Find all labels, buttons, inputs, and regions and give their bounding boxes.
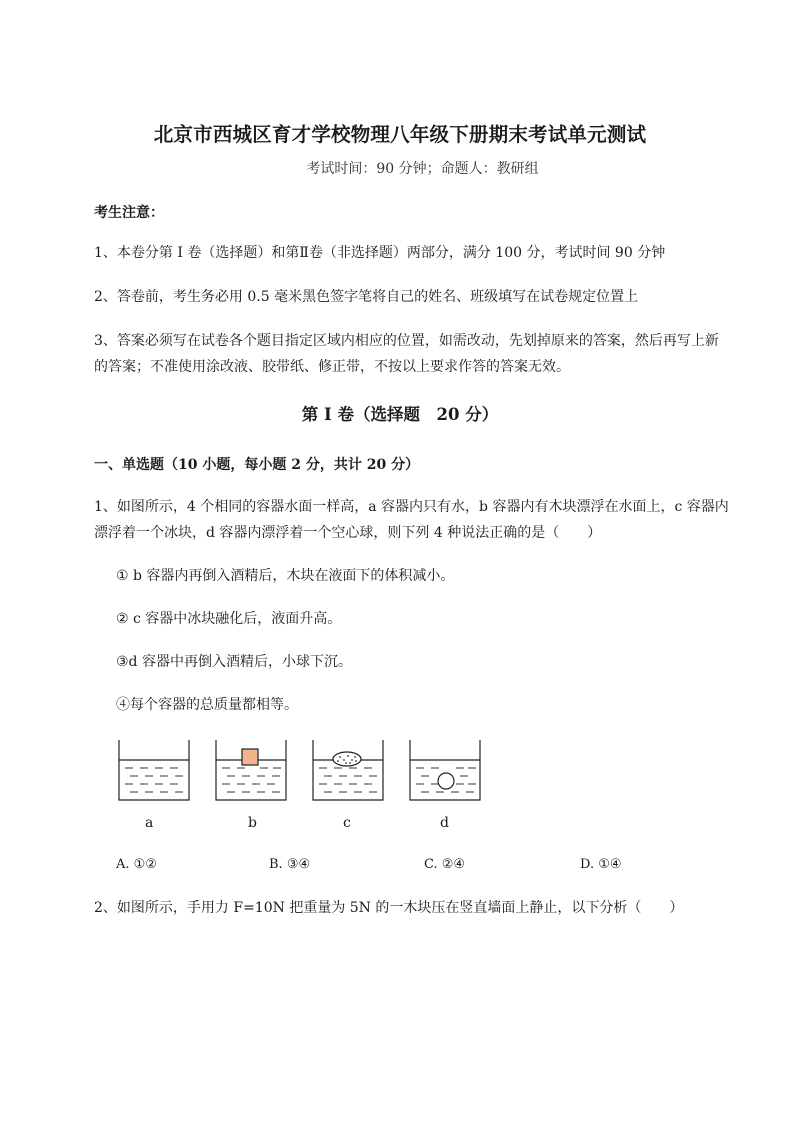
- ice-block: [333, 752, 361, 766]
- figure-label-c: c: [343, 815, 351, 831]
- question-1-stem: 1、如图所示，4 个相同的容器水面一样高，a 容器内只有水，b 容器内有木块漂浮在水面上，c 容器内: [94, 499, 729, 515]
- wood-block: [242, 749, 258, 765]
- statement-1: ① b 容器内再倒入酒精后，木块在液面下的体积减小。: [116, 568, 455, 584]
- page-title: 北京市西城区育才学校物理八年级下册期末考试单元测试: [153, 123, 647, 146]
- option-c: C. ②④: [424, 857, 466, 872]
- hollow-ball: [438, 773, 454, 789]
- container-a: [119, 740, 189, 800]
- notice-heading: 考生注意：: [94, 205, 164, 221]
- container-figure: [110, 736, 490, 836]
- exam-info: 考试时间：90 分钟；命题人：教研组: [306, 161, 539, 177]
- container-d-outline: [410, 740, 480, 800]
- question-1-stem-cont: 漂浮着一个冰块，d 容器内漂浮着一个空心球，则下列 4 种说法正确的是（ ）: [94, 525, 602, 541]
- option-b: B. ③④: [269, 857, 311, 872]
- figure-label-d: d: [440, 815, 449, 831]
- notice-item-1: 1、本卷分第 I 卷（选择题）和第Ⅱ卷（非选择题）两部分，满分 100 分，考试时间 90 分钟: [94, 245, 666, 261]
- container-d: [410, 740, 480, 800]
- figure-label-b: b: [248, 815, 257, 831]
- container-c: [313, 740, 383, 800]
- question-2-stem: 2、如图所示，手用力 F=10N 把重量为 5N 的一木块压在竖直墙面上静止，以下分析（ ）: [94, 900, 684, 916]
- statement-4: ④每个容器的总质量都相等。: [116, 697, 298, 713]
- option-d: D. ①④: [580, 857, 622, 872]
- container-a-outline: [119, 740, 189, 800]
- container-b: [216, 740, 286, 800]
- notice-item-2: 2、答卷前，考生务必用 0.5 毫米黑色签字笔将自己的姓名、班级填写在试卷规定位置上: [94, 289, 639, 305]
- figure-label-a: a: [145, 815, 154, 831]
- containers-diagram: [110, 736, 490, 836]
- statement-2: ② c 容器中冰块融化后，液面升高。: [116, 611, 342, 627]
- notice-item-3-cont: 的答案；不准使用涂改液、胶带纸、修正带，不按以上要求作答的答案无效。: [94, 359, 570, 375]
- notice-item-3: 3、答案必须写在试卷各个题目指定区域内相应的位置，如需改动，先划掉原来的答案，然后再写上新: [94, 333, 719, 349]
- option-a: A. ①②: [116, 857, 157, 872]
- section-title: 第 I 卷（选择题 20 分）: [301, 405, 499, 424]
- statement-3: ③d 容器中再倒入酒精后，小球下沉。: [116, 654, 352, 670]
- container-c-outline: [313, 740, 383, 800]
- part-heading: 一、单选题（10 小题，每小题 2 分，共计 20 分）: [94, 457, 420, 473]
